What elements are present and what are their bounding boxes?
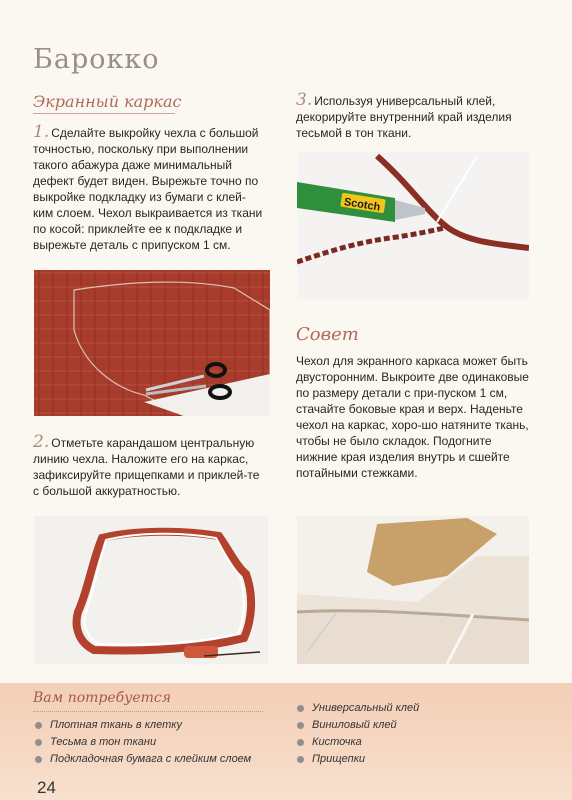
stitching-illustration — [297, 516, 529, 664]
step-1-number: 1. — [33, 122, 50, 142]
materials-list-left — [34, 717, 284, 768]
step-3 — [296, 92, 536, 141]
page-number: 24 — [37, 778, 56, 797]
tip-text: Чехол для экранного каркаса может быть двусторонним. Выкроите две одинаковые по размеру детали с при-пуском 1 см, стачайте боковые края и верх. Наденьте чехол на каркас, хоро-шо натяните ткань, чтобы не было складок. Подогните нижние края изделия внутрь и сшейте потайными стежками. — [296, 354, 529, 480]
glue-trim-illustration — [297, 152, 529, 300]
bullet-icon — [297, 739, 304, 746]
list-item — [296, 734, 526, 751]
subtitle-divider — [33, 113, 175, 114]
bullet-icon — [297, 756, 304, 763]
section-subtitle: Экранный каркас — [33, 92, 182, 111]
step-2-number: 2. — [33, 432, 50, 452]
materials-title: Вам потребуется — [33, 690, 171, 706]
list-item-label: Виниловый клей — [312, 719, 397, 731]
step-2 — [33, 434, 267, 499]
list-item-label: Кисточка — [312, 736, 362, 748]
photo-stitching — [297, 516, 529, 664]
step-3-text: Используя универсальный клей, декорируйте внутренний край изделия тесьмой в тон ткани. — [296, 94, 512, 140]
clip-icon — [184, 646, 218, 658]
page-title: Барокко — [33, 44, 160, 75]
materials-list-right — [296, 700, 526, 768]
photo-frame-fabric — [34, 516, 268, 664]
list-item — [296, 751, 526, 768]
list-item — [34, 717, 284, 734]
list-item-label: Плотная ткань в клетку — [50, 719, 182, 731]
bullet-icon — [35, 739, 42, 746]
list-item-label: Подкладочная бумага с клейким слоем — [50, 753, 252, 765]
photo-fabric-cutting — [34, 270, 270, 416]
glue-brand-label: Scotch — [342, 196, 382, 214]
list-item-label: Прищепки — [312, 753, 366, 765]
list-item — [34, 751, 284, 768]
step-3-number: 3. — [296, 90, 313, 110]
photo-glue-trim — [297, 152, 529, 300]
list-item-label: Тесьма в тон ткани — [50, 736, 157, 748]
bullet-icon — [297, 705, 304, 712]
bullet-icon — [35, 756, 42, 763]
list-item — [296, 700, 526, 717]
step-1-text: Сделайте выкройку чехла с большой точностью, поскольку при выполнении такого абажура даже минимальный дефект будет виден. Вырежьте точно по выкройке подкладку из бумаги с клей-ким слоем. Чехол выкраивается из ткани по косой: приклейте ее к подкладке и вырежьте деталь с припуском 1 см. — [33, 126, 263, 252]
bullet-icon — [297, 722, 304, 729]
list-item — [34, 734, 284, 751]
tip-title: Совет — [296, 324, 359, 345]
step-2-text: Отметьте карандашом центральную линию чехла. Наложите его на каркас, зафиксируйте прищепками и приклей-те с большой аккуратностью. — [33, 436, 260, 498]
frame-fabric-illustration — [34, 516, 268, 664]
bullet-icon — [35, 722, 42, 729]
list-item-label: Универсальный клей — [312, 702, 420, 714]
fabric-cutting-illustration — [34, 270, 270, 416]
list-item — [296, 717, 526, 734]
step-1 — [33, 124, 265, 253]
